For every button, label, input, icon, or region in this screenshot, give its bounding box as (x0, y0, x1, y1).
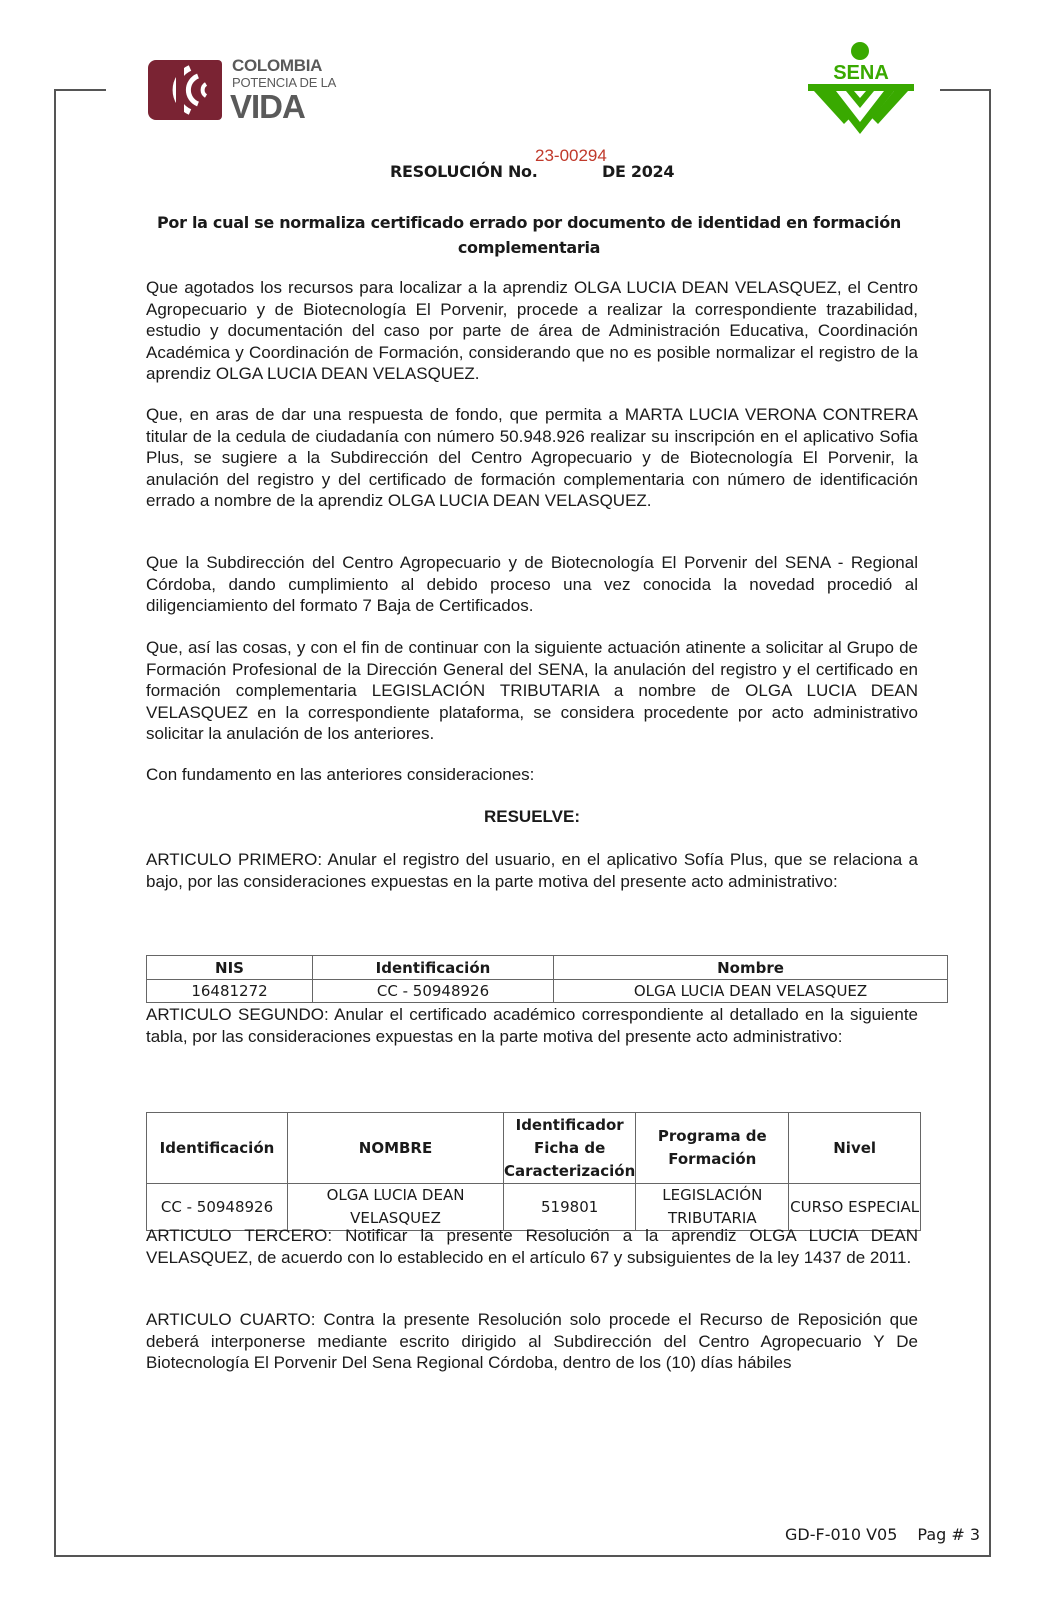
frame-top-right (940, 89, 991, 91)
paragraph-5: Con fundamento en las anteriores consideraciones: (146, 765, 535, 784)
table-header: Programa de Formación (636, 1113, 789, 1184)
table-cell: OLGA LUCIA DEAN VELASQUEZ (288, 1184, 504, 1231)
frame-right (989, 89, 991, 1556)
article-4: ARTICULO CUARTO: Contra la presente Resolución solo procede el Recurso de Reposición que deberá interponerse mediante escrito dirigido al Subdirección del Centro Agropecuario Y De Biotecnología El Porvenir Del Sena Regional Córdoba, dentro de los (10) días hábiles (146, 1310, 918, 1372)
table-cell: CC - 50948926 (147, 1184, 288, 1231)
article-3: ARTICULO TERCERO: Notificar la presente Resolución a la aprendiz OLGA LUCIA DEAN VELASQUEZ, de acuerdo con lo establecido en el artículo 67 y subsiguientes de la ley 1437 de 2011. (146, 1226, 918, 1267)
resolution-title: RESOLUCIÓN No. (390, 162, 538, 181)
table-header: NOMBRE (288, 1113, 504, 1184)
resolution-year: DE 2024 (602, 162, 675, 181)
page-footer (785, 1525, 980, 1544)
resolution-serial: 23-00294 (535, 146, 607, 165)
sena-logo (806, 40, 916, 140)
frame-top-left (54, 89, 106, 91)
table-header: Nivel (789, 1113, 921, 1184)
table-row (147, 980, 948, 1003)
table-cell: OLGA LUCIA DEAN VELASQUEZ (554, 980, 948, 1003)
frame-bottom (54, 1555, 991, 1557)
frame-left (54, 89, 56, 1556)
logo-line-colombia: COLOMBIA (232, 56, 323, 75)
table-header: NIS (147, 956, 313, 980)
user-table (146, 955, 948, 1003)
resuelve-heading: RESUELVE: (483, 807, 581, 826)
table-cell: CURSO ESPECIAL (789, 1184, 921, 1231)
table-header: Identificación (147, 1113, 288, 1184)
logo-line-vida: VIDA (230, 88, 305, 125)
page-number: Pag # 3 (917, 1525, 981, 1544)
table-header: Nombre (554, 956, 948, 980)
paragraph-3: Que la Subdirección del Centro Agropecuario y de Biotecnología El Porvenir del SENA - Regional Córdoba, dando cumplimiento al debido proceso una vez conocida la novedad procedió al diligenciamiento del formato 7 Baja de Certificados. (146, 553, 918, 615)
table-header: Identificador Ficha de Caracterización (504, 1113, 636, 1184)
paragraph-1: Que agotados los recursos para localizar a la aprendiz OLGA LUCIA DEAN VELASQUEZ, el Centro Agropecuario y de Biotecnología El Porvenir, procede a realizar la correspondiente trazabilidad, estudio y documentación del caso por parte de área de Administración Educativa, Coordinación Académica y Coordinación de Formación, considerando que no es posible normalizar el registro de la aprendiz OLGA LUCIA DEAN VELASQUEZ. (146, 278, 918, 383)
colombia-emblem-icon (146, 58, 222, 122)
certificate-table (146, 1112, 921, 1231)
table-header: Identificación (313, 956, 554, 980)
table-cell: LEGISLACIÓN TRIBUTARIA (636, 1184, 789, 1231)
table-cell: 16481272 (147, 980, 313, 1003)
colombia-logo (146, 56, 346, 126)
paragraph-4: Que, así las cosas, y con el fin de continuar con la siguiente actuación atinente a solicitar al Grupo de Formación Profesional de la Dirección General del SENA, la anulación del registro y el certificado en formación complementaria LEGISLACIÓN TRIBUTARIA a nombre de OLGA LUCIA DEAN VELASQUEZ en la correspondiente plataforma, se considera procedente por acto administrativo solicitar la anulación de los anteriores. (146, 638, 918, 743)
resolution-subject: Por la cual se normaliza certificado errado por documento de identidad en formación complementaria (156, 213, 902, 257)
sena-logo-text: SENA (833, 62, 889, 84)
article-2: ARTICULO SEGUNDO: Anular el certificado académico correspondiente al detallado en la siguiente tabla, por las consideraciones expuestas en la parte motiva del presente acto administrativo: (146, 1005, 918, 1046)
paragraph-2: Que, en aras de dar una respuesta de fondo, que permita a MARTA LUCIA VERONA CONTRERA titular de la cedula de ciudadanía con número 50.948.926 realizar su inscripción en el aplicativo Sofia Plus, se sugiere a la Subdirección del Centro Agropecuario y de Biotecnología El Porvenir, la anulación del registro y del certificado de formación complementaria con número de identificación errado a nombre de la aprendiz OLGA LUCIA DEAN VELASQUEZ. (146, 405, 918, 510)
logo-line-potencia: POTENCIA DE LA (232, 75, 337, 90)
article-1: ARTICULO PRIMERO: Anular el registro del usuario, en el aplicativo Sofía Plus, que se relaciona a bajo, por las consideraciones expuestas en la parte motiva del presente acto administrativo: (146, 850, 918, 891)
table-row (147, 1184, 921, 1231)
table-cell: 519801 (504, 1184, 636, 1231)
document-code: GD-F-010 V05 (785, 1525, 898, 1544)
table-cell: CC - 50948926 (313, 980, 554, 1003)
